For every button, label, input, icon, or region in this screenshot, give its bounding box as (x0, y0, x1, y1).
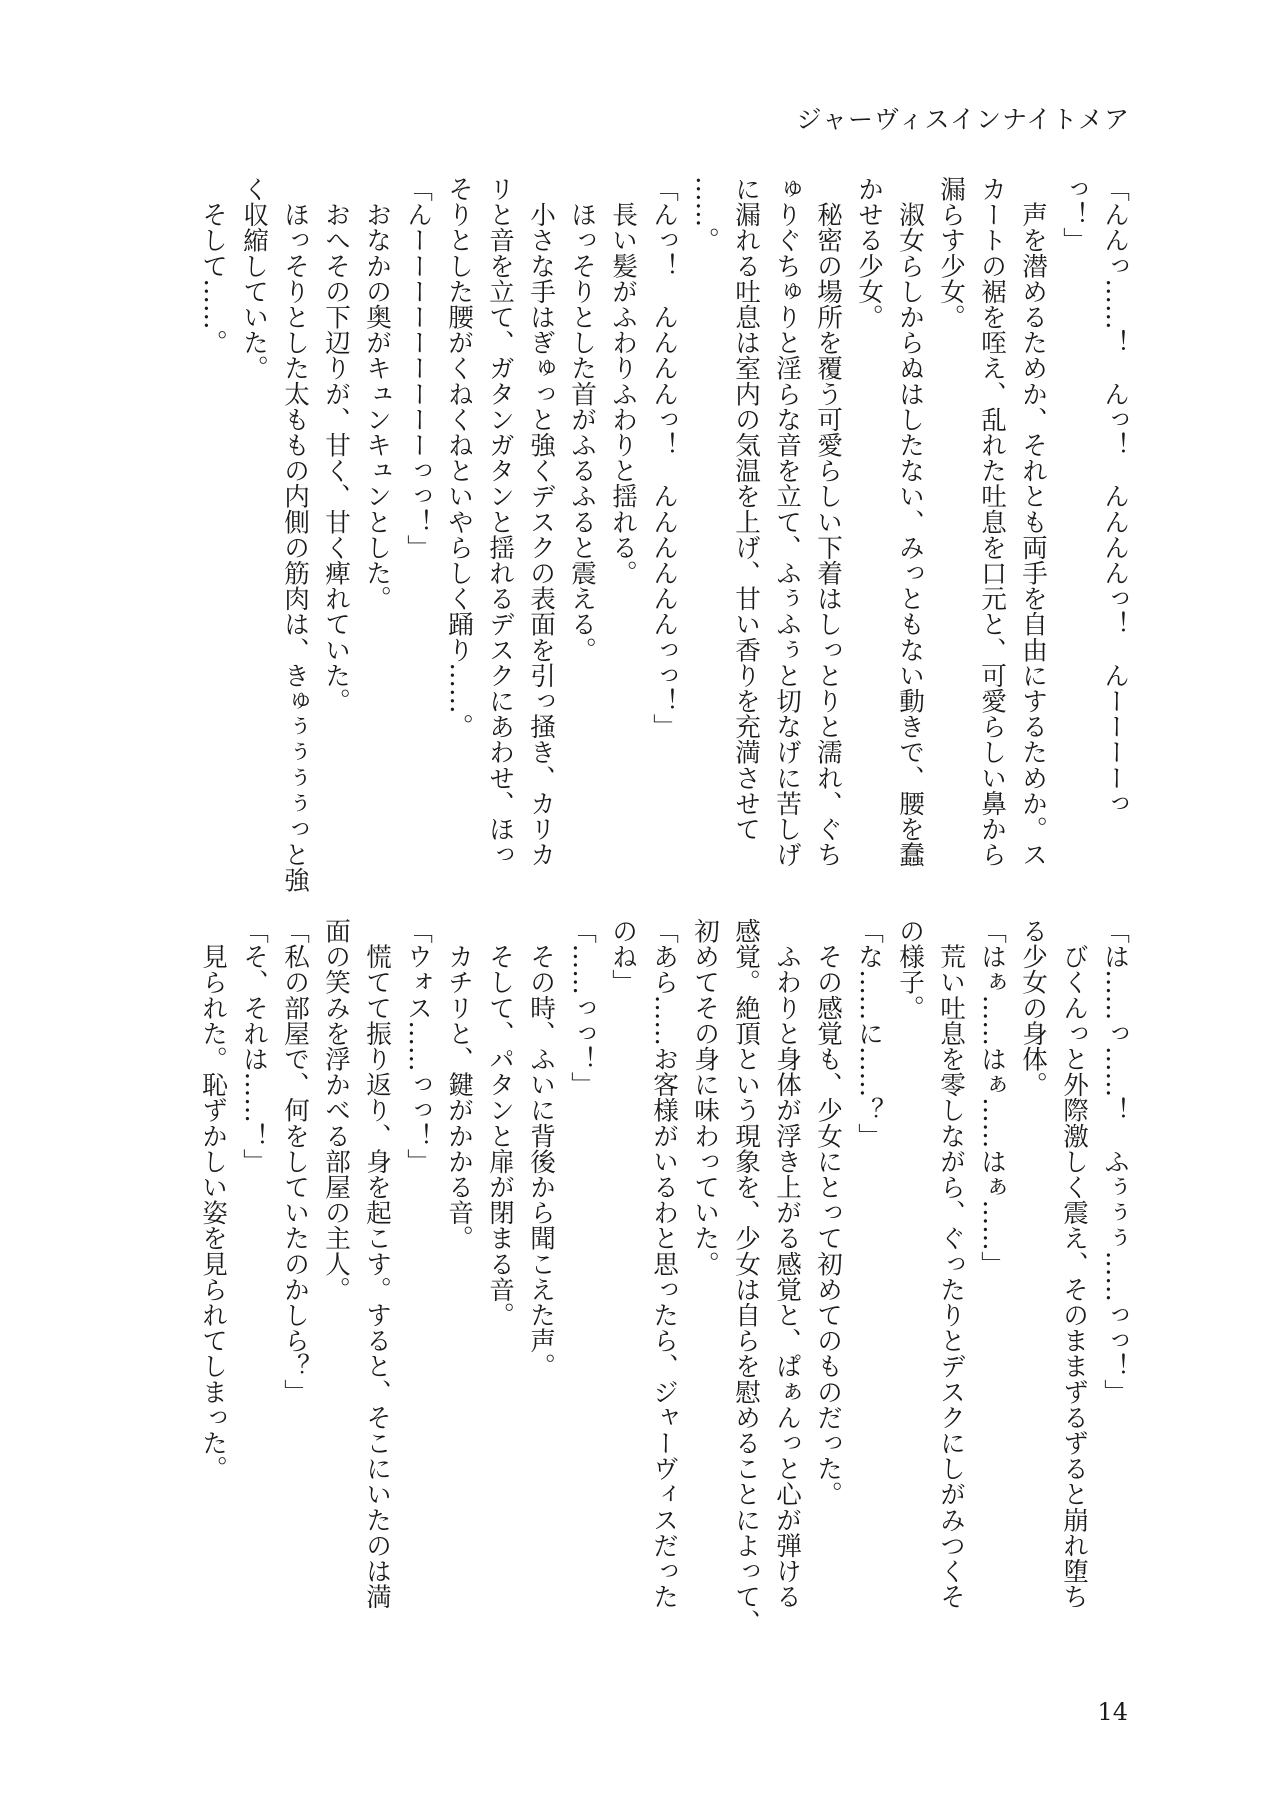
text-line: 見られた。恥ずかしい姿を見られてしまった。 (198, 918, 228, 1482)
text-line: 「……っっ！」 (567, 918, 597, 1098)
text-line: 秘密の場所を覆う可愛らしい下着はしっとりと濡れ、ぐち (813, 176, 843, 868)
text-line: リと音を立て、ガタンガタンと揺れるデスクにあわせ、ほっ (485, 176, 515, 868)
text-line: そして……。 (198, 176, 228, 356)
text-line: 「はぁ……はぁ……はぁ……」 (977, 918, 1007, 1277)
text-line: ほっそりとした首がふるふると震える。 (567, 176, 597, 663)
page-number: 14 (1097, 1698, 1128, 1726)
lower-text-block (192, 918, 1135, 1635)
text-line: ふわりと身体が浮き上がる感覚と、ぱぁんっと心が弾ける (772, 918, 802, 1610)
text-line: 声を潜めるためか、それとも両手を自由にするためか。ス (1018, 176, 1048, 868)
text-line: ……。 (690, 176, 720, 253)
text-line: 荒い吐息を零しながら、ぐったりとデスクにしがみつくそ (936, 918, 966, 1610)
text-line: ゅりぐちゅりと淫らな音を立て、ふぅふぅと切なげに苦しげ (772, 176, 802, 868)
text-line: その時、ふいに背後から聞こえた声。 (526, 918, 556, 1379)
text-line: カートの裾を咥え、乱れた吐息を口元と、可愛らしい鼻から (977, 176, 1007, 868)
text-line: 「んーーーーーーーーーっっ！」 (403, 176, 433, 560)
text-line: そして、パタンと扉が閉まる音。 (485, 918, 515, 1328)
text-line: 慌てて振り返り、身を起こす。すると、そこにいたのは満 (362, 918, 392, 1610)
text-line: 「ウォス……っっ！」 (403, 918, 433, 1174)
text-line: 「あら……お客様がいるわと思ったら、ジャーヴィスだった (649, 918, 679, 1610)
text-line: 漏らす少女。 (936, 176, 966, 330)
running-title: ジャーヴィスインナイトメア (796, 105, 1130, 134)
text-line: 初めてその身に味わっていた。 (690, 918, 720, 1277)
text-line: 「んんっ……！ んっ！ んんんんっ！ んーーーーっ (1100, 176, 1130, 816)
text-line: 「そ、それは……！」 (239, 918, 269, 1174)
text-line: 「私の部屋で、何をしていたのかしら？」 (280, 918, 310, 1405)
text-line: く収縮していた。 (239, 176, 269, 381)
text-line: 面の笑みを浮かべる部屋の主人。 (321, 918, 351, 1302)
text-line: おへその下辺りが、甘く、甘く痺れていた。 (321, 176, 351, 714)
text-line: おなかの奥がキュンキュンとした。 (362, 176, 392, 612)
text-line: カチリと、鍵がかかる音。 (444, 918, 474, 1251)
text-line: 感覚。絶頂という現象を、少女は自らを慰めることによって、 (731, 918, 761, 1635)
text-line: びくんっと外際激しく震え、そのままずるずると崩れ堕ち (1059, 918, 1089, 1610)
upper-text-block (192, 176, 1135, 893)
text-line: る少女の身体。 (1018, 918, 1048, 1098)
text-line: かせる少女。 (854, 176, 884, 330)
text-line: 「は……っ……！ ふぅぅぅ……っっ！」 (1100, 918, 1130, 1405)
text-line: 「な……に……？」 (854, 918, 884, 1149)
text-line: 長い髪がふわりふわりと揺れる。 (608, 176, 638, 586)
text-line: その感覚も、少女にとって初めてのものだった。 (813, 918, 843, 1507)
text-line: 淑女らしからぬはしたない、みっともない動きで、腰を蠢 (895, 176, 925, 868)
text-line: に漏れる吐息は室内の気温を上げ、甘い香りを充満させて (731, 176, 761, 842)
text-line: 小さな手はぎゅっと強くデスクの表面を引っ掻き、カリカ (526, 176, 556, 868)
text-line: そりとした腰がくねくねといやらしく踊り……。 (444, 176, 474, 740)
text-line: の様子。 (895, 918, 925, 1021)
text-line: っ！」 (1059, 176, 1089, 253)
text-line: 「んっ！ んんんんっ！ んんんんんんっっ！」 (649, 176, 679, 740)
text-line: ほっそりとした太ももの内側の筋肉は、きゅぅぅぅぅっと強 (280, 176, 310, 893)
text-line: のね」 (608, 918, 638, 995)
